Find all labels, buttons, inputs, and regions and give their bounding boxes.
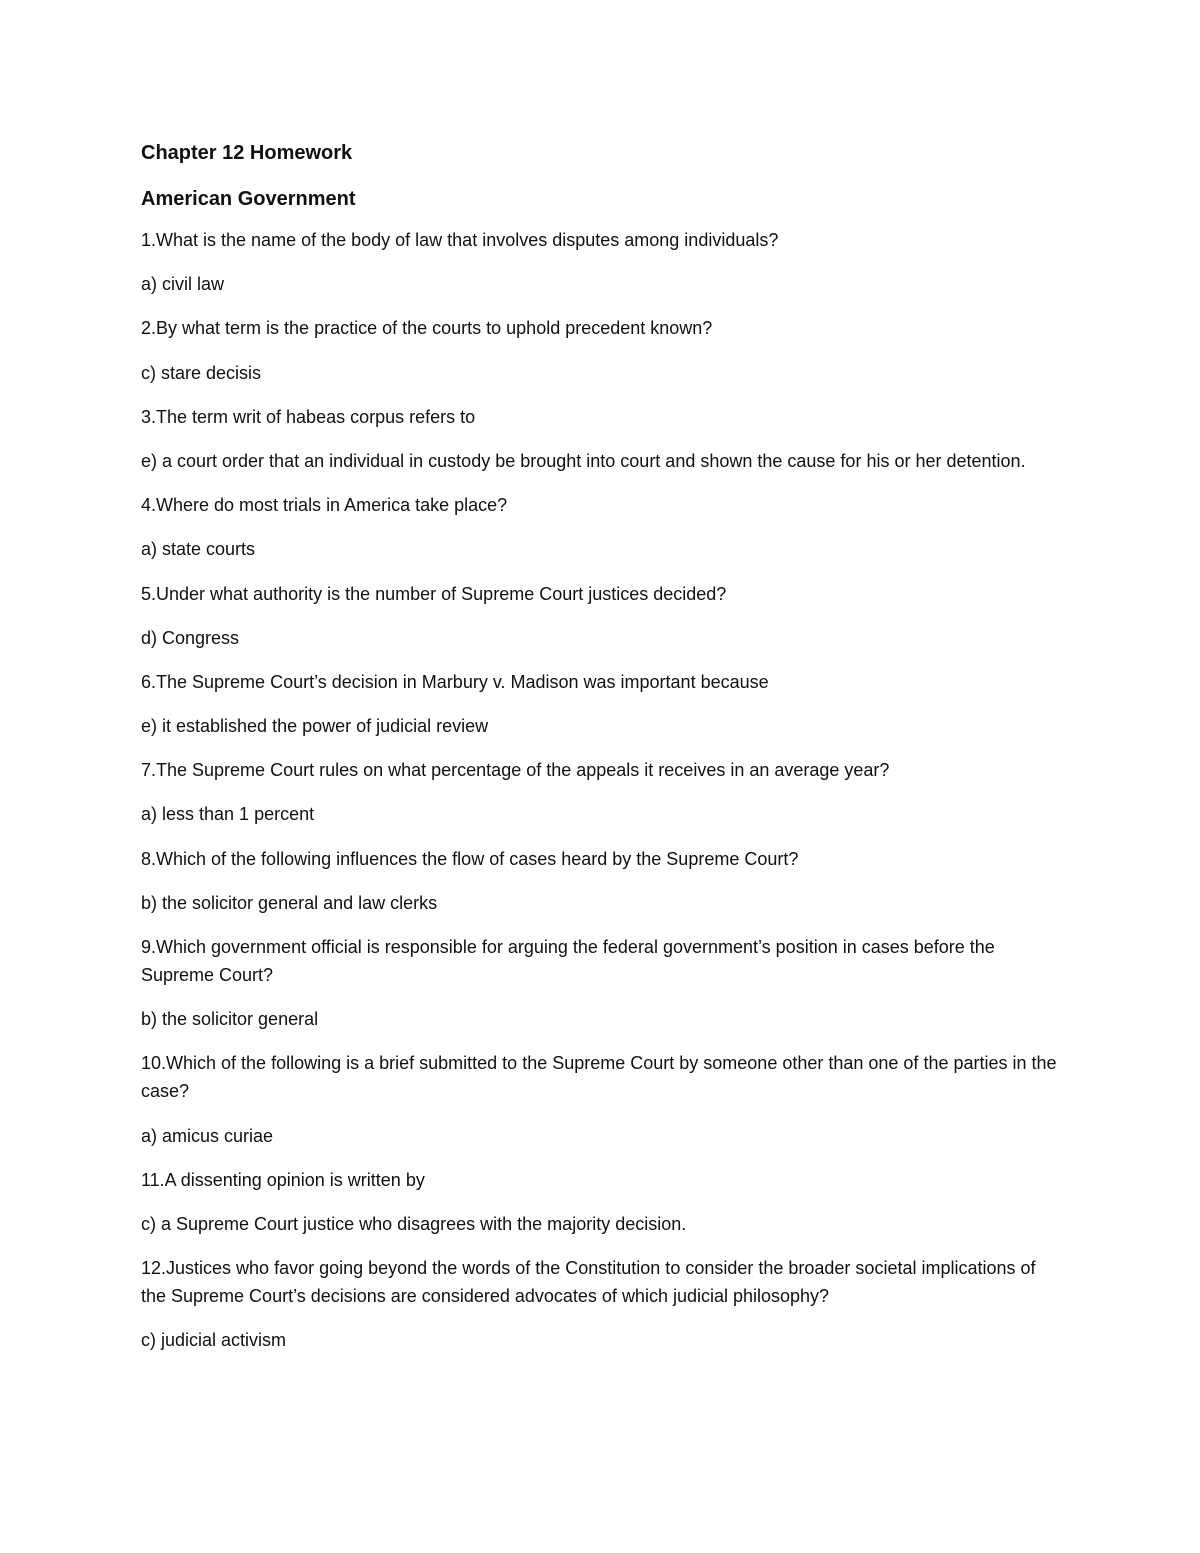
question-2: 2.By what term is the practice of the courts to uphold precedent known? [141, 318, 713, 339]
document-subtitle: American Government [141, 188, 356, 210]
question-4: 4.Where do most trials in America take place? [141, 495, 508, 516]
answer-8: b) the solicitor general and law clerks [141, 892, 438, 913]
question-6: 6.The Supreme Court’s decision in Marbury v. Madison was important because [141, 671, 769, 692]
question-7: 7.The Supreme Court rules on what percentage of the appeals it receives in an average year? [141, 760, 890, 781]
answer-11: c) a Supreme Court justice who disagrees with the majority decision. [141, 1213, 687, 1234]
question-12: 12.Justices who favor going beyond the words of the Constitution to consider the broader societal implications of the Supreme Court’s decisions are considered advocates of which judicial philosophy? [141, 1258, 1036, 1307]
answer-9: b) the solicitor general [141, 1009, 319, 1030]
answer-5: d) Congress [141, 627, 240, 648]
answer-10: a) amicus curiae [141, 1125, 274, 1146]
question-3: 3.The term writ of habeas corpus refers to [141, 406, 476, 427]
answer-4: a) state courts [141, 539, 256, 560]
document-title: Chapter 12 Homework [141, 142, 353, 164]
answer-7: a) less than 1 percent [141, 804, 315, 825]
answer-1: a) civil law [141, 274, 225, 295]
question-11: 11.A dissenting opinion is written by [141, 1169, 425, 1190]
document-page [141, 138, 1061, 1371]
answer-12: c) judicial activism [141, 1330, 287, 1351]
question-1: 1.What is the name of the body of law that involves disputes among individuals? [141, 230, 779, 250]
question-8: 8.Which of the following influences the flow of cases heard by the Supreme Court? [141, 848, 799, 869]
answer-2: c) stare decisis [141, 362, 262, 383]
question-9: 9.Which government official is responsible for arguing the federal government’s position in cases before the Supreme Court? [141, 937, 995, 985]
question-5: 5.Under what authority is the number of Supreme Court justices decided? [141, 583, 727, 604]
answer-6: e) it established the power of judicial review [141, 716, 489, 737]
question-10: 10.Which of the following is a brief submitted to the Supreme Court by someone other than one of the parties in the case? [141, 1053, 1057, 1102]
answer-3: e) a court order that an individual in custody be brought into court and shown the cause for his or her detention. [141, 450, 1026, 471]
